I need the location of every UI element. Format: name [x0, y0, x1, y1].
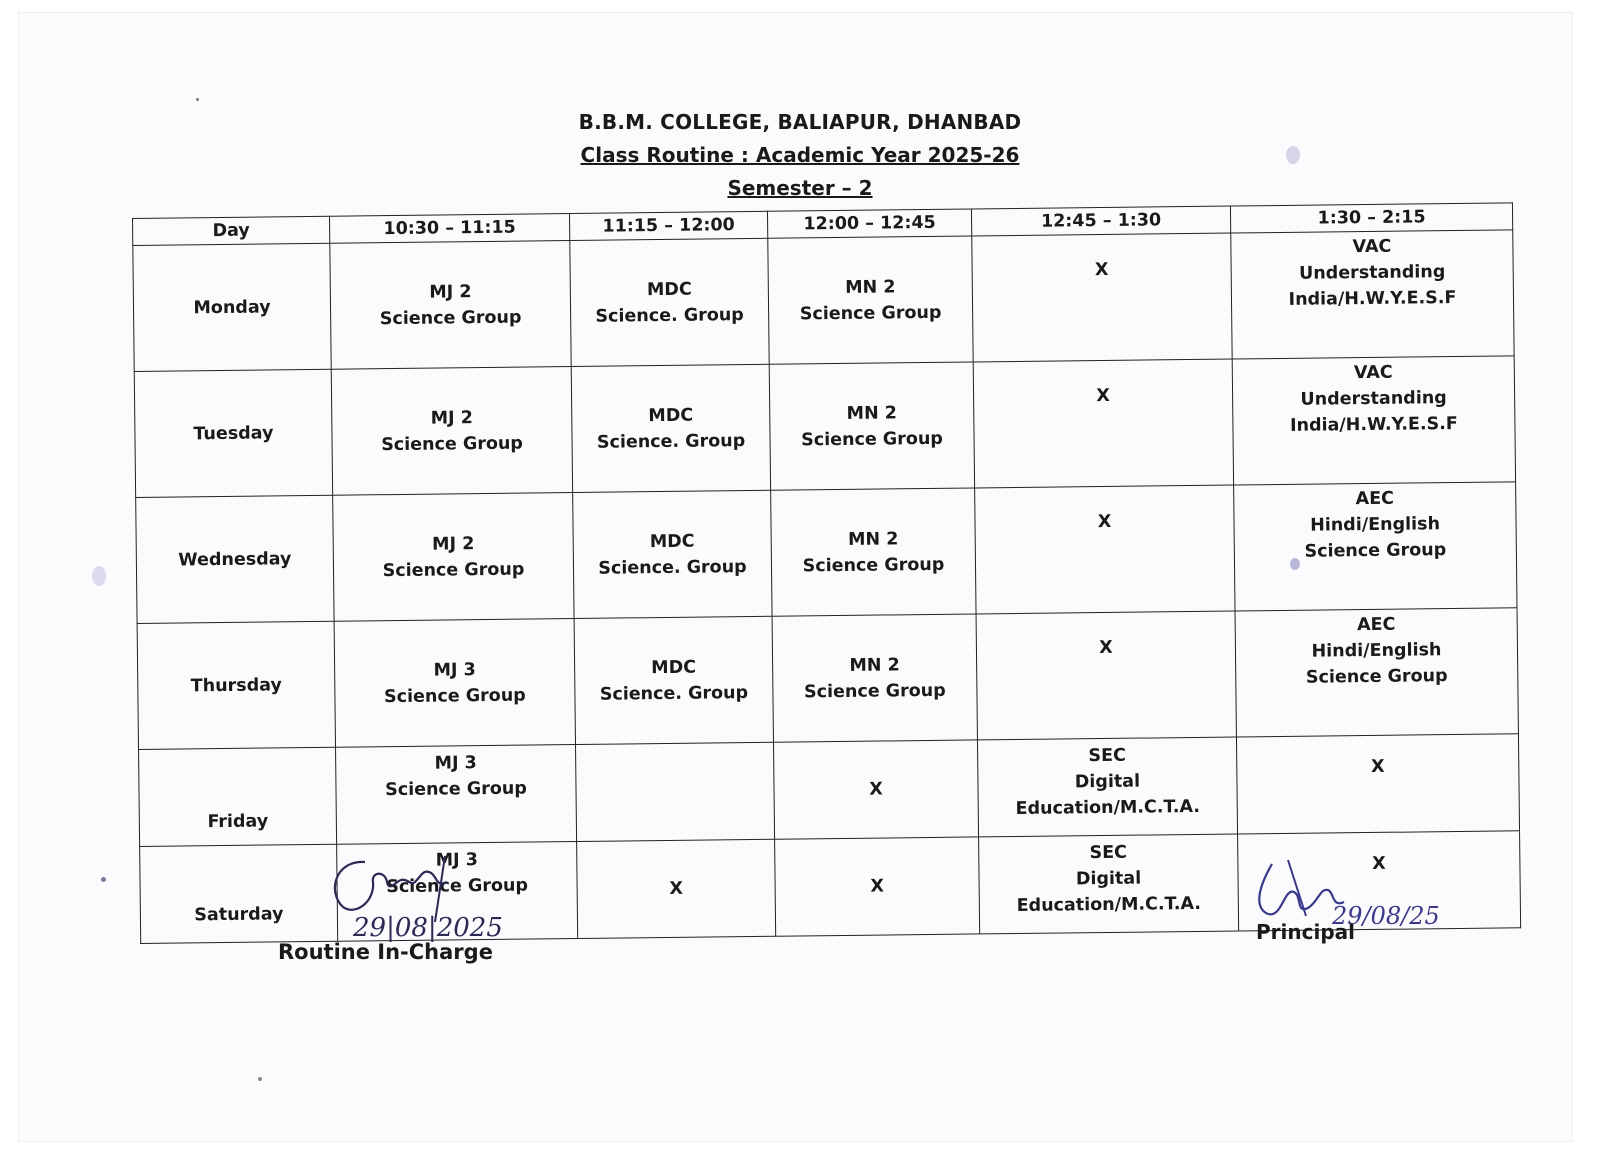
day-cell: Thursday — [137, 621, 335, 749]
table-cell: VAC Understanding India/H.W.Y.E.S.F — [1231, 230, 1514, 359]
table-cell: X — [773, 740, 978, 839]
day-cell: Saturday — [140, 844, 338, 943]
column-header: 1:30 – 2:15 — [1230, 203, 1512, 233]
column-header: 12:00 – 12:45 — [767, 209, 971, 238]
table-cell: MDC Science. Group — [570, 238, 769, 366]
scan-speck — [258, 1077, 262, 1081]
table-cell: MJ 2 Science Group — [331, 367, 572, 496]
table-cell: MJ 2 Science Group — [333, 493, 574, 622]
table-cell — [576, 742, 775, 841]
table-cell: X — [975, 485, 1235, 614]
table-cell: MN 2 Science Group — [769, 362, 974, 490]
column-header: Day — [133, 216, 330, 245]
routine-table-container — [132, 202, 1520, 944]
table-cell: X — [973, 359, 1233, 488]
scan-speck — [92, 566, 106, 586]
routine-table — [132, 202, 1521, 944]
table-cell: MN 2 Science Group — [768, 236, 973, 364]
svg-text:29|08|2025: 29|08|2025 — [353, 913, 503, 943]
table-cell: MN 2 Science Group — [771, 488, 976, 616]
table-cell: MDC Science. Group — [571, 364, 770, 492]
table-cell: X — [972, 233, 1232, 362]
table-cell: MJ 3 Science Group — [334, 619, 575, 748]
table-cell: SEC Digital Education/M.C.T.A. — [979, 834, 1239, 934]
day-cell: Friday — [139, 747, 337, 846]
table-row — [134, 356, 1515, 498]
scan-speck — [196, 98, 199, 101]
principal-label: Principal — [1256, 920, 1355, 944]
routine-title: Class Routine : Academic Year 2025-26 — [580, 143, 1020, 167]
scan-speck — [101, 877, 106, 882]
table-row — [139, 734, 1520, 847]
table-cell: X — [1236, 734, 1519, 834]
table-cell: MN 2 Science Group — [772, 614, 977, 742]
table-cell: MJ 2 Science Group — [330, 241, 571, 370]
column-header: 10:30 – 11:15 — [329, 214, 569, 244]
table-cell: MDC Science. Group — [574, 616, 773, 744]
table-cell: MJ 3 Science Group — [337, 841, 578, 941]
table-cell: AEC Hindi/English Science Group — [1235, 608, 1518, 737]
table-row — [136, 482, 1517, 624]
day-cell: Monday — [133, 243, 331, 371]
routine-incharge-signature — [325, 852, 555, 947]
table-cell: X — [976, 611, 1236, 740]
table-cell: MJ 3 Science Group — [336, 745, 577, 845]
table-cell: X — [775, 837, 980, 936]
column-header: 11:15 – 12:00 — [569, 211, 767, 240]
column-header: 12:45 – 1:30 — [971, 206, 1230, 236]
day-cell: Tuesday — [134, 369, 332, 497]
table-cell: AEC Hindi/English Science Group — [1234, 482, 1517, 611]
table-cell: X — [577, 839, 776, 938]
svg-text:29/08/25: 29/08/25 — [1332, 902, 1440, 930]
semester-title: Semester – 2 — [727, 176, 873, 200]
table-cell: MDC Science. Group — [573, 490, 772, 618]
scan-speck — [1286, 146, 1300, 164]
table-row — [137, 608, 1518, 750]
table-cell: SEC Digital Education/M.C.T.A. — [977, 737, 1237, 837]
college-name: B.B.M. COLLEGE, BALIAPUR, DHANBAD — [578, 110, 1022, 134]
day-cell: Wednesday — [136, 495, 334, 623]
routine-incharge-label: Routine In-Charge — [278, 940, 493, 964]
table-cell: X — [1238, 831, 1521, 931]
table-cell: VAC Understanding India/H.W.Y.E.S.F — [1232, 356, 1515, 485]
table-row — [133, 230, 1514, 372]
scan-speck — [1290, 558, 1300, 570]
